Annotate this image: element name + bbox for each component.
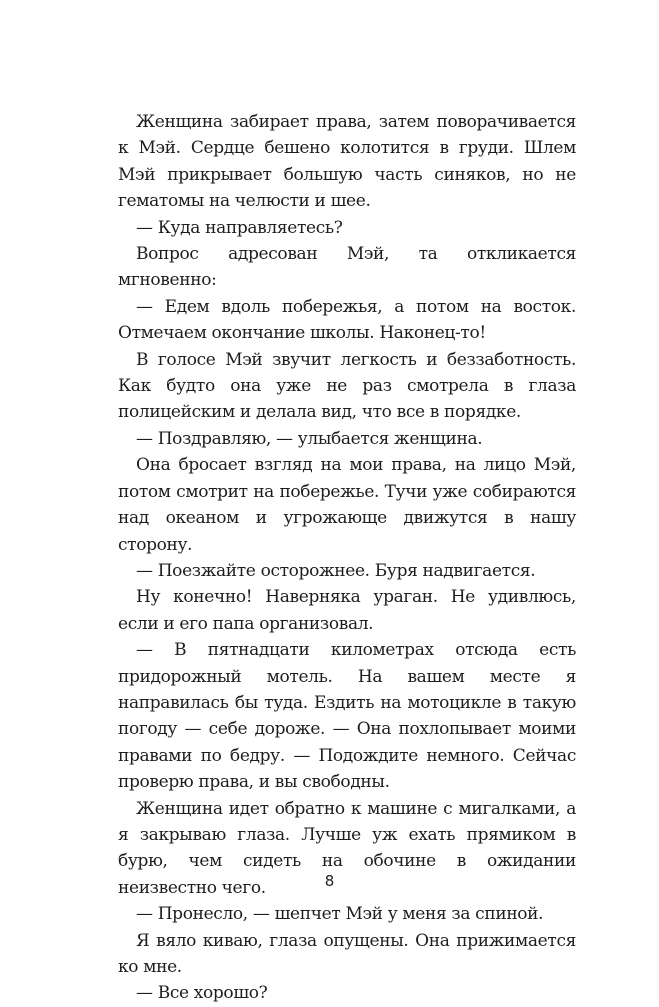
paragraph: — Пронесло, — шепчет Мэй у меня за спиной. [136, 904, 544, 925]
paragraph: Я вяло киваю, глаза опущены. Она прижимается ко мне. [118, 930, 576, 977]
paragraph: — Поезжайте осторожнее. Буря надвигается. [136, 560, 536, 581]
paragraph: Женщина идет обратно к машине с мигалками, а я закрываю глаза. Лучше уж ехать прямиком в бурю, чем сидеть на обочине в ожидании неизвестно чего. [118, 798, 576, 898]
paragraph: — Куда направляетесь? [136, 217, 343, 238]
paragraph: Вопрос адресован Мэй, та откликается мгновенно: [118, 244, 576, 291]
paragraph: Она бросает взгляд на мои права, на лицо Мэй, потом смотрит на побережье. Тучи уже собираются над океаном и угрожающе движутся в нашу сторону. [118, 455, 576, 555]
paragraph: — В пятнадцати километрах отсюда есть придорожный мотель. На вашем месте я направилась бы туда. Ездить на мотоцикле в такую погоду — себе дороже. — Она похлопывает моими правами по бедру. — Подождите немного. Сейчас проверю права, и вы свободны. [118, 640, 576, 793]
paragraph: Женщина забирает права, затем поворачивается к Мэй. Сердце бешено колотится в груди. Шлем Мэй прикрывает большую часть синяков, но не гематомы на челюсти и шее. [118, 112, 576, 212]
paragraph: — Едем вдоль побережья, а потом на восток. Отмечаем окончание школы. Наконец-то! [118, 296, 576, 344]
page-number: 8 [324, 872, 335, 890]
paragraph: — Поздравляю, — улыбается женщина. [136, 428, 483, 449]
paragraph: В голосе Мэй звучит легкость и беззаботность. Как будто она уже не раз смотрела в глаза полицейским и делала вид, что все в порядке. [118, 349, 576, 423]
paragraph: Ну конечно! Наверняка ураган. Не удивлюсь, если и его папа организовал. [118, 587, 576, 634]
paragraph: — Все хорошо? [136, 983, 268, 1004]
